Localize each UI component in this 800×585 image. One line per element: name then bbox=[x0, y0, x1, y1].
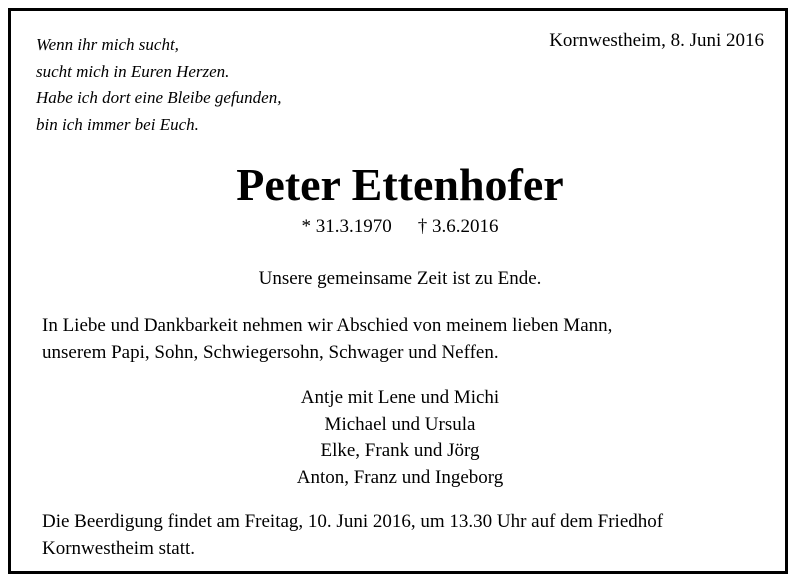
farewell-line: unserem Papi, Sohn, Schwiegersohn, Schwager und Neffen. bbox=[42, 342, 499, 363]
farewell-text bbox=[42, 312, 612, 366]
funeral-info bbox=[42, 508, 663, 562]
funeral-line: Kornwestheim statt. bbox=[42, 538, 196, 559]
poem-line: Wenn ihr mich sucht, bbox=[36, 35, 179, 54]
mourner-line: Antje mit Lene und Michi bbox=[300, 387, 500, 408]
mourner-line: Elke, Frank und Jörg bbox=[320, 440, 480, 461]
deceased-name: Peter Ettenhofer bbox=[236, 159, 564, 210]
funeral-line: Die Beerdigung findet am Freitag, 10. Juni 2016, um 13.30 Uhr auf dem Friedhof bbox=[42, 511, 664, 532]
mourner-line: Michael und Ursula bbox=[324, 413, 476, 435]
birth-date: * 31.3.1970 bbox=[301, 216, 392, 237]
place-date: Kornwestheim, 8. Juni 2016 bbox=[549, 30, 764, 51]
mourners-list bbox=[0, 385, 800, 491]
poem-line: Habe ich dort eine Bleibe gefunden, bbox=[36, 88, 282, 107]
farewell-line: In Liebe und Dankbarkeit nehmen wir Abschied von meinem lieben Mann, bbox=[42, 315, 613, 336]
life-dates bbox=[0, 216, 800, 238]
closing-line: Unsere gemeinsame Zeit ist zu Ende. bbox=[258, 268, 542, 289]
mourner-line: Anton, Franz und Ingeborg bbox=[296, 466, 504, 488]
death-date: † 3.6.2016 bbox=[417, 216, 499, 237]
poem bbox=[36, 32, 281, 138]
poem-line: bin ich immer bei Euch. bbox=[36, 114, 199, 134]
poem-line: sucht mich in Euren Herzen. bbox=[36, 61, 230, 81]
